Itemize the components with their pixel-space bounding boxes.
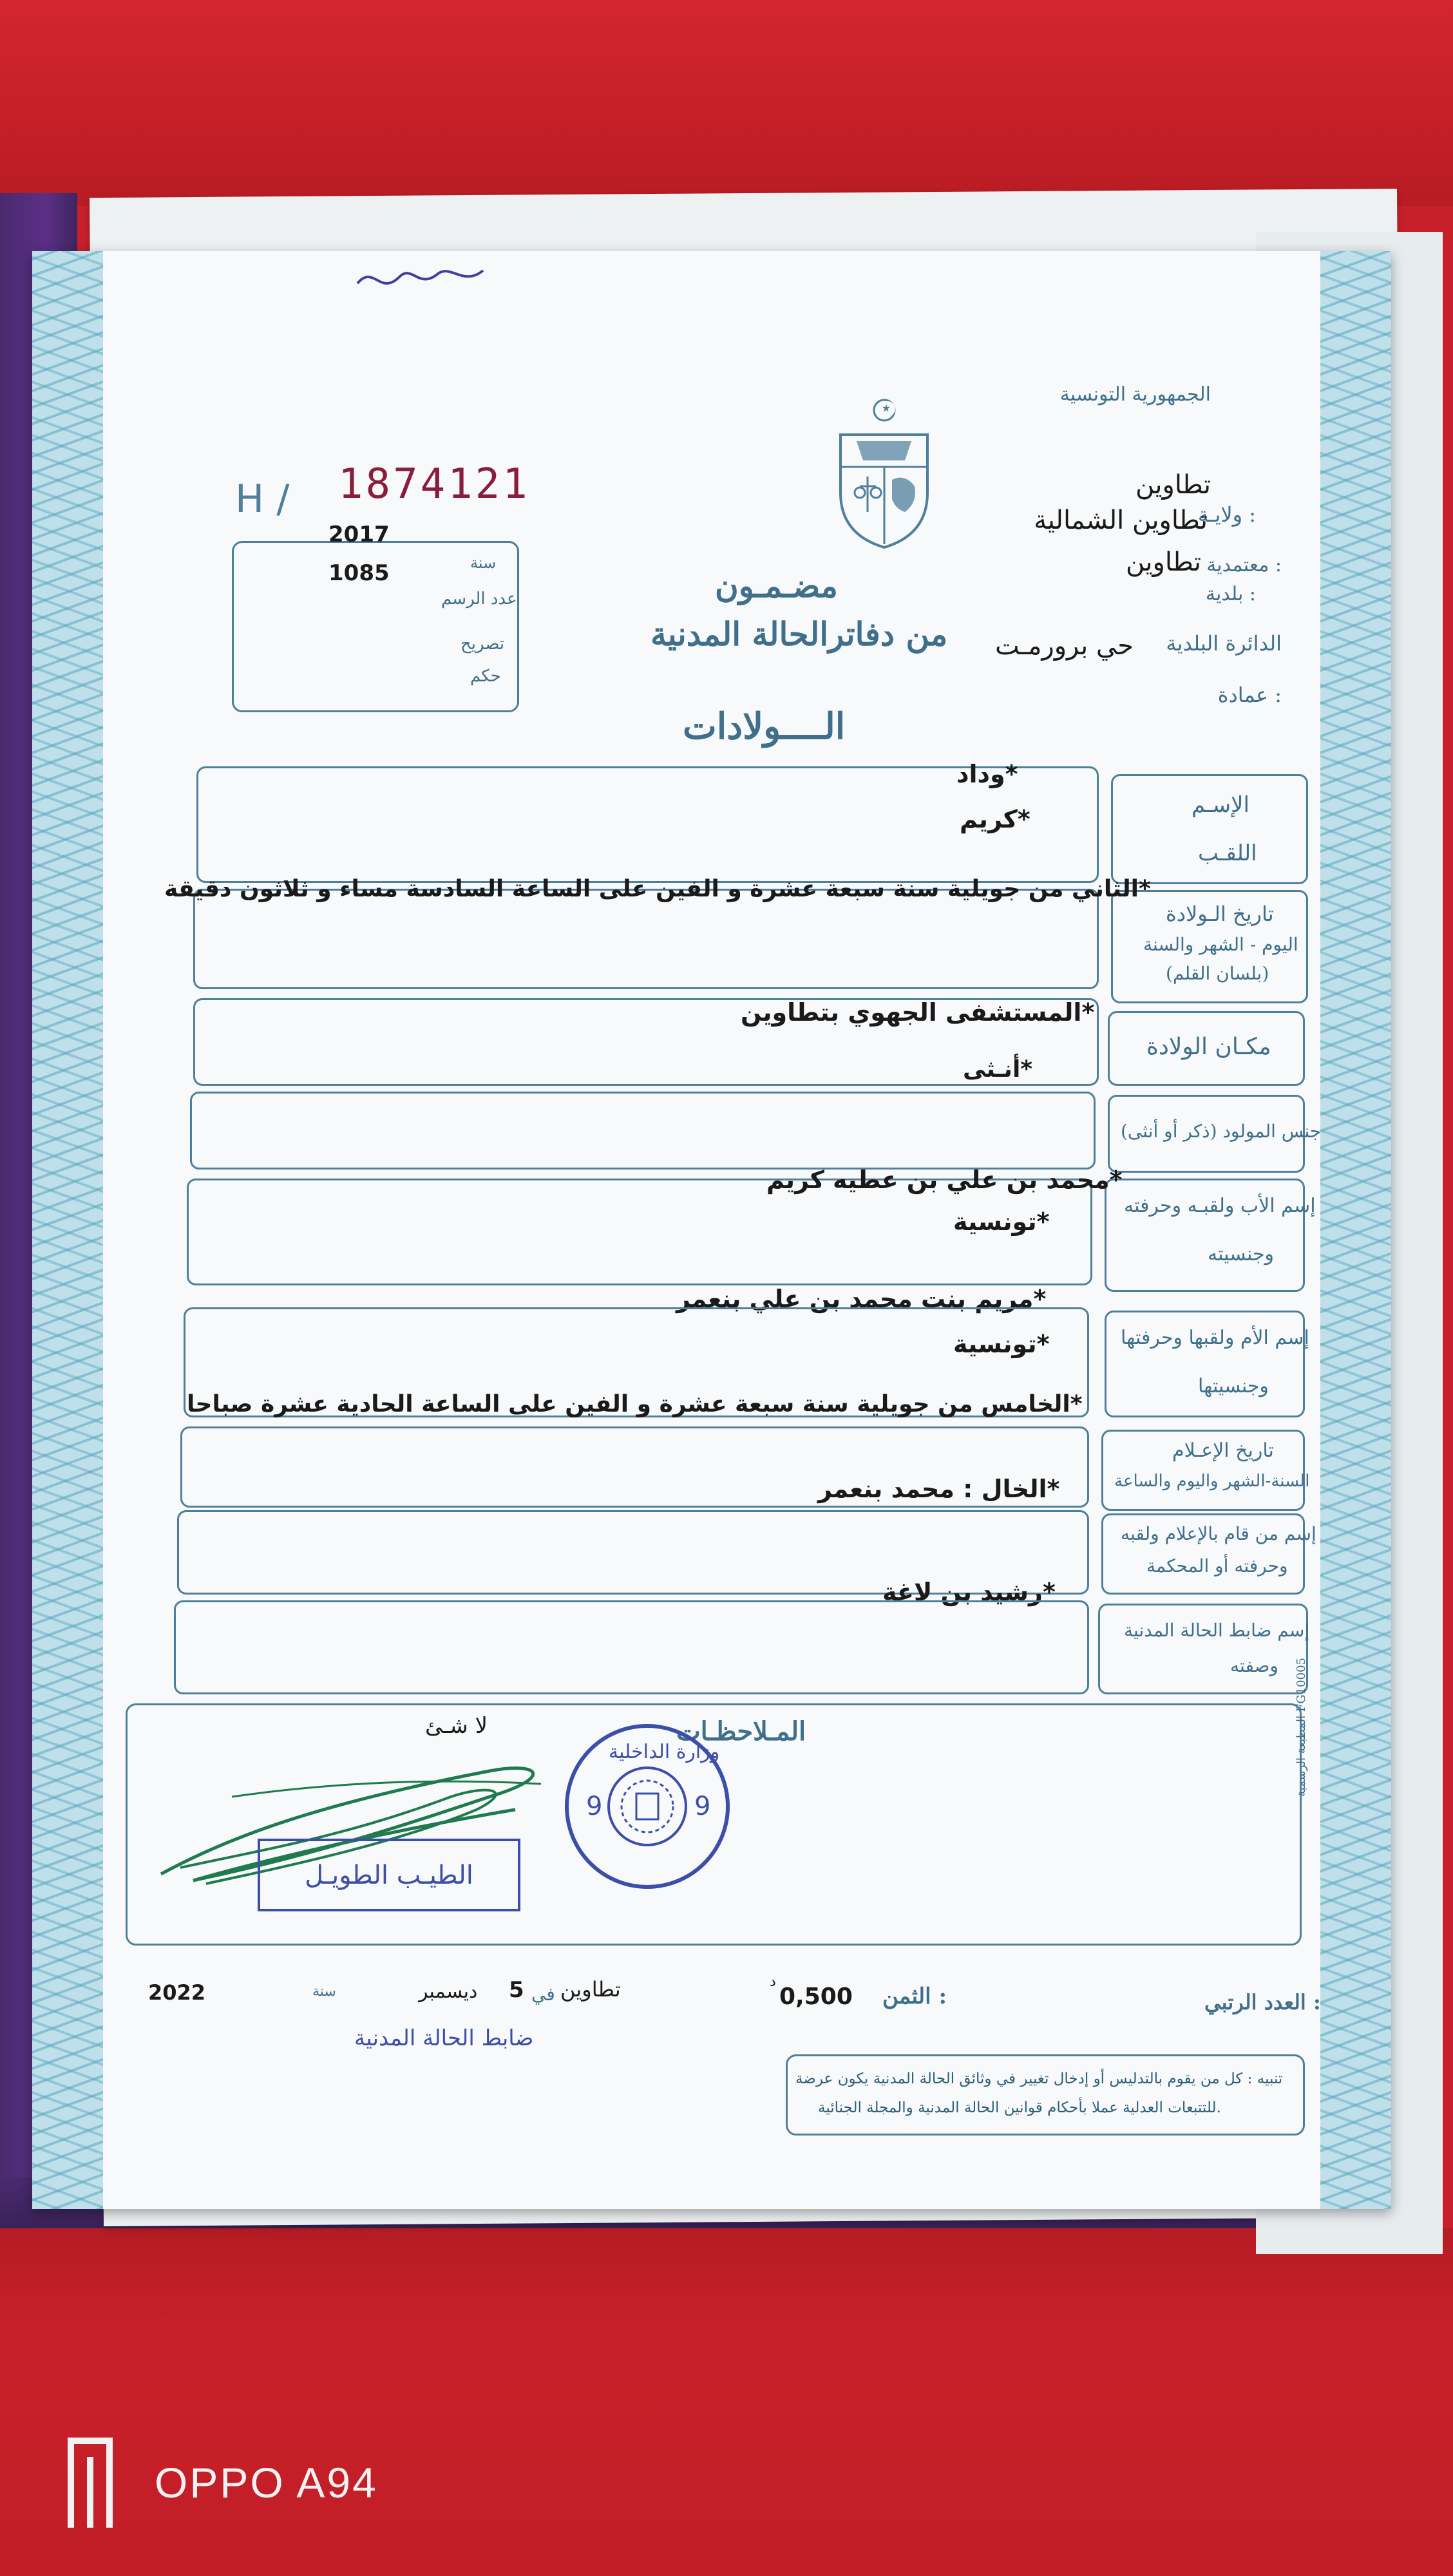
warning-box bbox=[786, 2054, 1305, 2136]
date-in: في bbox=[531, 1984, 555, 2005]
mother-nationality-value: تونسية* bbox=[953, 1330, 1050, 1358]
background-cloth-top bbox=[0, 0, 1453, 206]
name-label-box bbox=[1111, 774, 1308, 884]
republic-label: الجمهورية التونسية bbox=[1059, 383, 1211, 406]
birth-date-value-box bbox=[193, 889, 1099, 989]
date-year-label: سنة bbox=[312, 1984, 336, 2000]
mother-label-2: وجنسيتها bbox=[1198, 1375, 1269, 1397]
mother-value: مريم بنت محمد بن علي بنعمر* bbox=[676, 1285, 1047, 1313]
father-nationality-value: تونسية* bbox=[953, 1208, 1050, 1236]
officer-label-box bbox=[1098, 1604, 1308, 1694]
date-year-value: 2022 bbox=[148, 1980, 206, 2005]
father-label-2: وجنسيته bbox=[1208, 1243, 1275, 1265]
guilloche-border-right bbox=[1320, 251, 1391, 2209]
officer-label-2: وصفته bbox=[1230, 1655, 1278, 1676]
price-value: 0,500 bbox=[779, 1984, 853, 2010]
sex-label: جنس المولود (ذكر أو أنثى) bbox=[1121, 1121, 1322, 1142]
notes-label: المـلاحظـات bbox=[676, 1716, 806, 1747]
sex-value-box bbox=[190, 1092, 1096, 1170]
wilaya-value-2: تطاوين الشمالية bbox=[1034, 506, 1208, 535]
sex-value: أنـثى* bbox=[963, 1056, 1033, 1083]
official-print-mark: المطبعة الرسمية FG10005 bbox=[1295, 1658, 1308, 1797]
price-currency: د bbox=[770, 1974, 776, 1990]
date-day: 5 bbox=[509, 1977, 524, 2003]
title-line1: مضـمـون bbox=[715, 567, 838, 605]
officer-name-stamp: الطيـب الطويـل bbox=[258, 1839, 520, 1911]
certificate-paper bbox=[103, 251, 1320, 2209]
registry-year-label: سنة bbox=[470, 554, 497, 572]
warning-line2: للتتبعات العدلية عملا بأحكام قوانين الحالة المدنية والمجلة الجنائية. bbox=[818, 2099, 1221, 2116]
first-name-value: وداد* bbox=[956, 760, 1018, 788]
stamp-text: وزارة الداخلية bbox=[609, 1741, 720, 1763]
camera-watermark bbox=[64, 2434, 378, 2531]
tunisia-coat-of-arms bbox=[828, 396, 940, 551]
surname-label: اللقـب bbox=[1198, 840, 1257, 866]
officer-value: رشيد بن لاغة* bbox=[882, 1578, 1056, 1606]
surname-value: كريم* bbox=[960, 805, 1030, 833]
declaration-label: تصريح bbox=[461, 634, 505, 654]
birth-date-words-label: (بلسان القلم) bbox=[1166, 963, 1269, 984]
registry-number: 1085 bbox=[328, 560, 390, 586]
birth-date-sublabel: اليوم - الشهر والسنة bbox=[1143, 934, 1298, 955]
daira-value: حي برورمـت bbox=[994, 631, 1134, 661]
date-place: تطاوين bbox=[560, 1977, 621, 2002]
mother-label: إسم الأم ولقبها وحرفتها bbox=[1121, 1327, 1309, 1349]
daira-label: الدائرة البلدية bbox=[1166, 631, 1282, 656]
notes-value: لا شـئ bbox=[425, 1713, 488, 1739]
officer-label: إسم ضابط الحالة المدنية bbox=[1124, 1620, 1310, 1641]
ministry-round-stamp bbox=[560, 1719, 734, 1893]
birth-date-label: تاريخ الـولادة bbox=[1166, 902, 1274, 926]
handwritten-top-note bbox=[354, 258, 496, 310]
officer-title: ضابط الحالة المدنية bbox=[354, 2025, 534, 2051]
wilaya-label: ولايـة : bbox=[1197, 502, 1256, 527]
birth-place-label: مكـان الولادة bbox=[1146, 1034, 1271, 1060]
father-label: إسم الأب ولقبـه وحرفته bbox=[1124, 1195, 1316, 1217]
registry-serial: 1874121 bbox=[338, 460, 530, 508]
stamp-number-left: 9 bbox=[586, 1792, 603, 1821]
name-label: الإسـم bbox=[1192, 792, 1249, 818]
birth-date-value: الثاني من جويلية سنة سبعة عشرة و الفين على الساعة السادسة مساء و ثلاثون دقيقة* bbox=[164, 876, 1151, 902]
baladia-label: بلدية : bbox=[1205, 583, 1256, 605]
declaration-date-label: تاريخ الإعـلام bbox=[1172, 1439, 1274, 1462]
rank-number-label: العدد الرتبي : bbox=[1204, 1990, 1321, 2014]
registry-year: 2017 bbox=[328, 522, 390, 547]
stamp-number-right: 9 bbox=[694, 1792, 711, 1821]
declaration-date-sublabel: السنة-الشهر واليوم والساعة bbox=[1114, 1472, 1310, 1491]
title-line3: الــــولادات bbox=[683, 705, 846, 748]
declarant-label-2: وحرفته أو المحكمة bbox=[1146, 1555, 1288, 1577]
warning-line1: تنبيه : كل من يقوم بالتدليس أو إدخال تغيير في وثائق الحالة المدنية يكون عرضة bbox=[795, 2070, 1283, 2087]
father-value: محمد بن علي بن عطيه كريم* bbox=[766, 1166, 1123, 1194]
birth-certificate bbox=[32, 251, 1391, 2209]
date-month: ديسمبر bbox=[419, 1980, 478, 2003]
birth-place-value: المستشفى الجهوي بتطاوين* bbox=[741, 998, 1095, 1027]
omada-label: عمادة : bbox=[1217, 683, 1282, 707]
price-label: الثمن : bbox=[882, 1984, 947, 2009]
declarant-value: الخال : محمد بنعمر* bbox=[818, 1475, 1060, 1503]
wilaya-value: تطاوين bbox=[1135, 470, 1211, 500]
registry-prefix: H / bbox=[235, 477, 290, 522]
officer-value-box bbox=[174, 1600, 1089, 1694]
motamadia-label: معتمدية : bbox=[1206, 554, 1282, 576]
declaration-date-value: الخامس من جويلية سنة سبعة عشرة و الفين على الساعة الحادية عشرة صباحا* bbox=[187, 1391, 1083, 1417]
motamadia-value: تطاوين bbox=[1125, 547, 1201, 577]
judgment-label: حكم bbox=[470, 667, 501, 686]
registry-number-label: عدد الرسم bbox=[441, 589, 517, 609]
title-line2: من دفاترالحالة المدنية bbox=[651, 615, 948, 653]
declarant-label: إسم من قام بالإعلام ولقبه bbox=[1121, 1523, 1316, 1544]
watermark-text: OPPO A94 bbox=[155, 2459, 378, 2506]
guilloche-border-left bbox=[32, 251, 103, 2209]
oppo-logo-icon bbox=[64, 2434, 129, 2531]
